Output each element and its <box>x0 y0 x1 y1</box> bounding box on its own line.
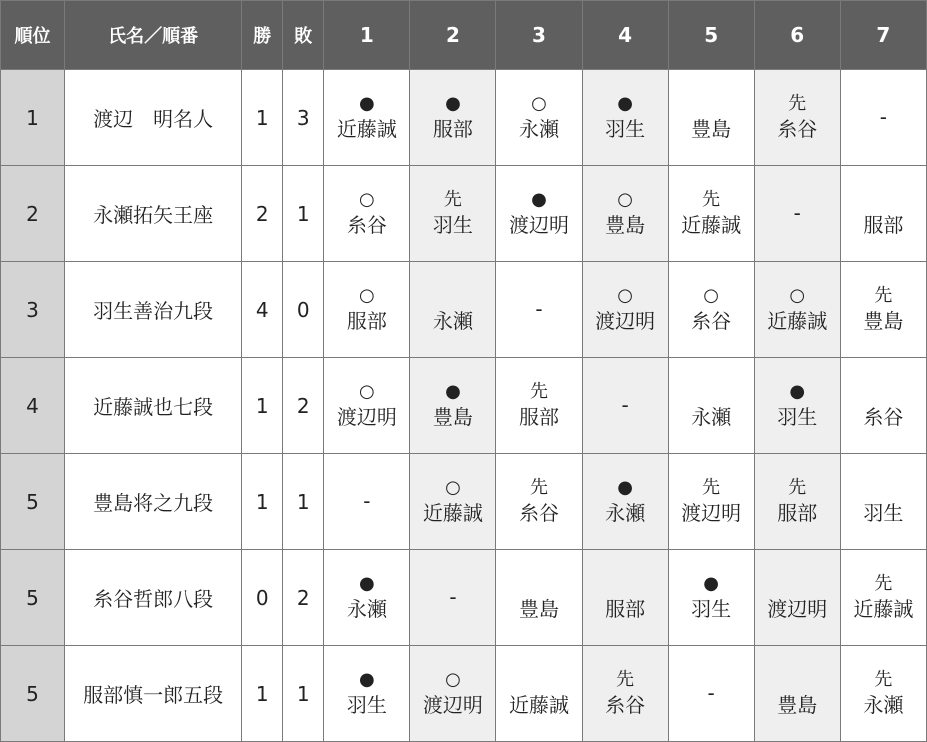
game-cell-round-7 <box>840 646 926 742</box>
losses-cell: 0 <box>283 262 324 358</box>
wins-cell: 1 <box>242 454 283 550</box>
header-wins: 勝 <box>242 1 283 70</box>
wins-cell: 1 <box>242 358 283 454</box>
opponent-name: 渡辺明 <box>336 405 397 430</box>
game-cell-round-6 <box>754 550 840 646</box>
game-cell-round-5 <box>668 70 754 166</box>
game-cell-content <box>841 668 926 719</box>
opponent-name: 羽生 <box>863 501 904 526</box>
player-name: 永瀬拓矢王座 <box>65 166 242 262</box>
result-mark: ○ <box>358 188 375 210</box>
player-name: 近藤誠也七段 <box>65 358 242 454</box>
game-cell-round-7 <box>840 454 926 550</box>
table-row <box>1 454 927 550</box>
opponent-name: 服部 <box>519 405 559 430</box>
player-name: 服部慎一郎五段 <box>65 646 242 742</box>
game-cell-content <box>496 188 581 239</box>
game-cell-round-6 <box>754 70 840 166</box>
game-cell-content <box>583 392 668 419</box>
game-cell-content <box>410 668 495 719</box>
game-cell-content <box>324 488 409 515</box>
game-cell-content <box>410 584 495 611</box>
game-cell-round-4 <box>582 262 668 358</box>
game-cell-content <box>583 188 668 239</box>
game-cell-round-3 <box>496 454 582 550</box>
result-mark: 先 <box>788 92 807 114</box>
header-row <box>1 1 927 70</box>
result-mark: ○ <box>358 284 375 306</box>
opponent-name: 服部 <box>346 309 387 334</box>
opponent-name: 近藤誠 <box>422 501 483 526</box>
opponent-name: 永瀬 <box>863 693 904 718</box>
table-row <box>1 262 927 358</box>
opponent-name: - <box>707 681 715 705</box>
header-round-6: 6 <box>754 1 840 70</box>
game-cell-content <box>496 296 581 323</box>
game-cell-round-2 <box>410 454 496 550</box>
header-rank: 順位 <box>1 1 65 70</box>
game-cell-round-2 <box>410 262 496 358</box>
game-cell-content <box>583 476 668 527</box>
table-row <box>1 646 927 742</box>
game-cell-content <box>669 680 754 707</box>
result-mark: ● <box>358 572 375 594</box>
result-mark: ○ <box>445 476 461 498</box>
game-cell-round-5 <box>668 454 754 550</box>
game-cell-content <box>583 668 668 719</box>
result-mark: 先 <box>874 668 893 690</box>
opponent-name: - <box>363 489 371 513</box>
result-mark: ○ <box>617 188 633 210</box>
result-mark: ● <box>617 476 633 498</box>
game-cell-content <box>755 284 840 335</box>
opponent-name: 豊島 <box>863 309 904 334</box>
result-mark: ● <box>703 572 720 594</box>
header-round-3: 3 <box>496 1 582 70</box>
opponent-name: 豊島 <box>605 213 646 238</box>
opponent-name: 渡辺明 <box>509 213 569 238</box>
game-cell-content <box>496 572 581 623</box>
game-cell-round-5 <box>668 358 754 454</box>
game-cell-round-7 <box>840 550 926 646</box>
game-cell-content <box>324 668 409 719</box>
game-cell-round-7 <box>840 166 926 262</box>
header-round-2: 2 <box>410 1 496 70</box>
result-mark: ● <box>358 668 375 690</box>
result-mark: ○ <box>358 380 375 402</box>
losses-cell: 1 <box>283 166 324 262</box>
result-mark: 先 <box>702 188 721 210</box>
game-cell-round-3 <box>496 166 582 262</box>
game-cell-round-6 <box>754 262 840 358</box>
table-row <box>1 358 927 454</box>
game-cell-content <box>841 284 926 335</box>
opponent-name: 豊島 <box>432 405 473 430</box>
opponent-name: - <box>449 585 457 609</box>
opponent-name: 永瀬 <box>605 501 646 526</box>
opponent-name: 糸谷 <box>519 501 559 526</box>
table-header <box>1 1 927 70</box>
game-cell-round-1 <box>324 70 410 166</box>
game-cell-round-2 <box>410 166 496 262</box>
result-mark: ● <box>445 92 461 114</box>
opponent-name: 豊島 <box>777 693 818 718</box>
opponent-name: 渡辺明 <box>681 501 742 526</box>
wins-cell: 2 <box>242 166 283 262</box>
result-mark: ○ <box>617 284 633 306</box>
header-round-7: 7 <box>840 1 926 70</box>
opponent-name: 永瀬 <box>519 117 559 142</box>
result-mark: ● <box>445 380 461 402</box>
opponent-name: 糸谷 <box>346 213 387 238</box>
game-cell-round-4 <box>582 454 668 550</box>
game-cell-content <box>755 380 840 431</box>
game-cell-content <box>669 476 754 527</box>
opponent-name: 渡辺明 <box>595 309 656 334</box>
rank-cell: 5 <box>1 550 65 646</box>
result-mark: ○ <box>703 284 720 306</box>
opponent-name: 羽生 <box>432 213 473 238</box>
result-mark: ○ <box>445 668 461 690</box>
game-cell-round-4 <box>582 358 668 454</box>
game-cell-content <box>755 476 840 527</box>
game-cell-content <box>410 188 495 239</box>
game-cell-content <box>755 572 840 623</box>
game-cell-content <box>324 188 409 239</box>
game-cell-content <box>324 92 409 143</box>
opponent-name: 服部 <box>863 213 904 238</box>
player-name: 渡辺 明名人 <box>65 70 242 166</box>
result-mark: ● <box>358 92 375 114</box>
game-cell-round-6 <box>754 454 840 550</box>
game-cell-content <box>410 380 495 431</box>
result-mark: ● <box>617 92 633 114</box>
opponent-name: - <box>793 201 801 225</box>
game-cell-content <box>496 476 581 527</box>
game-cell-round-4 <box>582 646 668 742</box>
game-cell-round-1 <box>324 550 410 646</box>
losses-cell: 2 <box>283 358 324 454</box>
game-cell-round-1 <box>324 262 410 358</box>
opponent-name: 渡辺明 <box>767 597 828 622</box>
opponent-name: 羽生 <box>777 405 818 430</box>
game-cell-content <box>755 668 840 719</box>
opponent-name: 糸谷 <box>691 309 732 334</box>
rank-cell: 5 <box>1 646 65 742</box>
rank-cell: 3 <box>1 262 65 358</box>
game-cell-content <box>410 92 495 143</box>
wins-cell: 1 <box>242 646 283 742</box>
game-cell-content <box>324 380 409 431</box>
opponent-name: 糸谷 <box>863 405 904 430</box>
wins-cell: 0 <box>242 550 283 646</box>
header-losses: 敗 <box>283 1 324 70</box>
opponent-name: 服部 <box>777 501 818 526</box>
game-cell-round-1 <box>324 454 410 550</box>
game-cell-round-4 <box>582 70 668 166</box>
game-cell-content <box>669 572 754 623</box>
game-cell-round-1 <box>324 646 410 742</box>
rank-cell: 5 <box>1 454 65 550</box>
game-cell-round-3 <box>496 70 582 166</box>
game-cell-content <box>669 92 754 143</box>
losses-cell: 3 <box>283 70 324 166</box>
table-row <box>1 166 927 262</box>
wins-cell: 4 <box>242 262 283 358</box>
opponent-name: - <box>879 105 887 129</box>
header-name: 氏名／順番 <box>65 1 242 70</box>
opponent-name: 永瀬 <box>346 597 387 622</box>
opponent-name: 服部 <box>605 597 646 622</box>
opponent-name: 近藤誠 <box>336 117 397 142</box>
game-cell-content <box>496 668 581 719</box>
game-cell-round-1 <box>324 166 410 262</box>
game-cell-content <box>324 284 409 335</box>
player-name: 糸谷哲郎八段 <box>65 550 242 646</box>
game-cell-round-2 <box>410 70 496 166</box>
opponent-name: 羽生 <box>691 597 732 622</box>
game-cell-content <box>496 92 581 143</box>
result-mark: 先 <box>530 380 548 402</box>
game-cell-content <box>841 380 926 431</box>
player-name: 豊島将之九段 <box>65 454 242 550</box>
game-cell-content <box>324 572 409 623</box>
opponent-name: 羽生 <box>605 117 646 142</box>
result-mark: ● <box>789 380 806 402</box>
game-cell-content <box>841 188 926 239</box>
game-cell-round-3 <box>496 646 582 742</box>
game-cell-round-5 <box>668 262 754 358</box>
game-cell-content <box>410 284 495 335</box>
game-cell-round-5 <box>668 166 754 262</box>
game-cell-content <box>669 188 754 239</box>
game-cell-content <box>669 380 754 431</box>
result-mark: 先 <box>702 476 721 498</box>
game-cell-content <box>755 92 840 143</box>
wins-cell: 1 <box>242 70 283 166</box>
game-cell-round-7 <box>840 358 926 454</box>
game-cell-round-4 <box>582 166 668 262</box>
game-cell-content <box>496 380 581 431</box>
game-cell-round-7 <box>840 70 926 166</box>
opponent-name: 糸谷 <box>605 693 646 718</box>
table-row <box>1 550 927 646</box>
losses-cell: 1 <box>283 454 324 550</box>
game-cell-content <box>583 572 668 623</box>
rank-cell: 1 <box>1 70 65 166</box>
game-cell-content <box>669 284 754 335</box>
opponent-name: 服部 <box>432 117 473 142</box>
opponent-name: 近藤誠 <box>853 597 914 622</box>
header-round-1: 1 <box>324 1 410 70</box>
game-cell-content <box>841 104 926 131</box>
table-body <box>1 70 927 742</box>
opponent-name: 渡辺明 <box>422 693 483 718</box>
game-cell-round-2 <box>410 550 496 646</box>
header-round-5: 5 <box>668 1 754 70</box>
game-cell-content <box>583 92 668 143</box>
game-cell-round-1 <box>324 358 410 454</box>
losses-cell: 2 <box>283 550 324 646</box>
result-mark: ● <box>531 188 547 210</box>
opponent-name: 近藤誠 <box>767 309 828 334</box>
result-mark: 先 <box>788 476 807 498</box>
game-cell-round-3 <box>496 358 582 454</box>
game-cell-content <box>841 572 926 623</box>
game-cell-round-6 <box>754 166 840 262</box>
game-cell-round-3 <box>496 262 582 358</box>
result-mark: 先 <box>874 284 893 306</box>
opponent-name: 羽生 <box>346 693 387 718</box>
game-cell-round-4 <box>582 550 668 646</box>
opponent-name: 豊島 <box>519 597 559 622</box>
game-cell-round-2 <box>410 646 496 742</box>
opponent-name: 近藤誠 <box>509 693 569 718</box>
game-cell-round-6 <box>754 646 840 742</box>
losses-cell: 1 <box>283 646 324 742</box>
game-cell-content <box>755 200 840 227</box>
opponent-name: 糸谷 <box>777 117 818 142</box>
opponent-name: 近藤誠 <box>681 213 742 238</box>
table-row <box>1 70 927 166</box>
game-cell-round-6 <box>754 358 840 454</box>
game-cell-content <box>583 284 668 335</box>
rank-cell: 2 <box>1 166 65 262</box>
opponent-name: - <box>621 393 629 417</box>
opponent-name: 豊島 <box>691 117 732 142</box>
opponent-name: - <box>535 297 543 321</box>
game-cell-round-5 <box>668 550 754 646</box>
game-cell-round-2 <box>410 358 496 454</box>
result-mark: 先 <box>616 668 635 690</box>
player-name: 羽生善治九段 <box>65 262 242 358</box>
opponent-name: 永瀬 <box>432 309 473 334</box>
result-mark: 先 <box>874 572 893 594</box>
result-mark: ○ <box>789 284 806 306</box>
game-cell-round-7 <box>840 262 926 358</box>
game-cell-content <box>410 476 495 527</box>
game-cell-round-3 <box>496 550 582 646</box>
header-round-4: 4 <box>582 1 668 70</box>
game-cell-content <box>841 476 926 527</box>
rank-cell: 4 <box>1 358 65 454</box>
game-cell-round-5 <box>668 646 754 742</box>
result-mark: 先 <box>443 188 462 210</box>
opponent-name: 永瀬 <box>691 405 732 430</box>
result-mark: ○ <box>531 92 547 114</box>
result-mark: 先 <box>530 476 548 498</box>
